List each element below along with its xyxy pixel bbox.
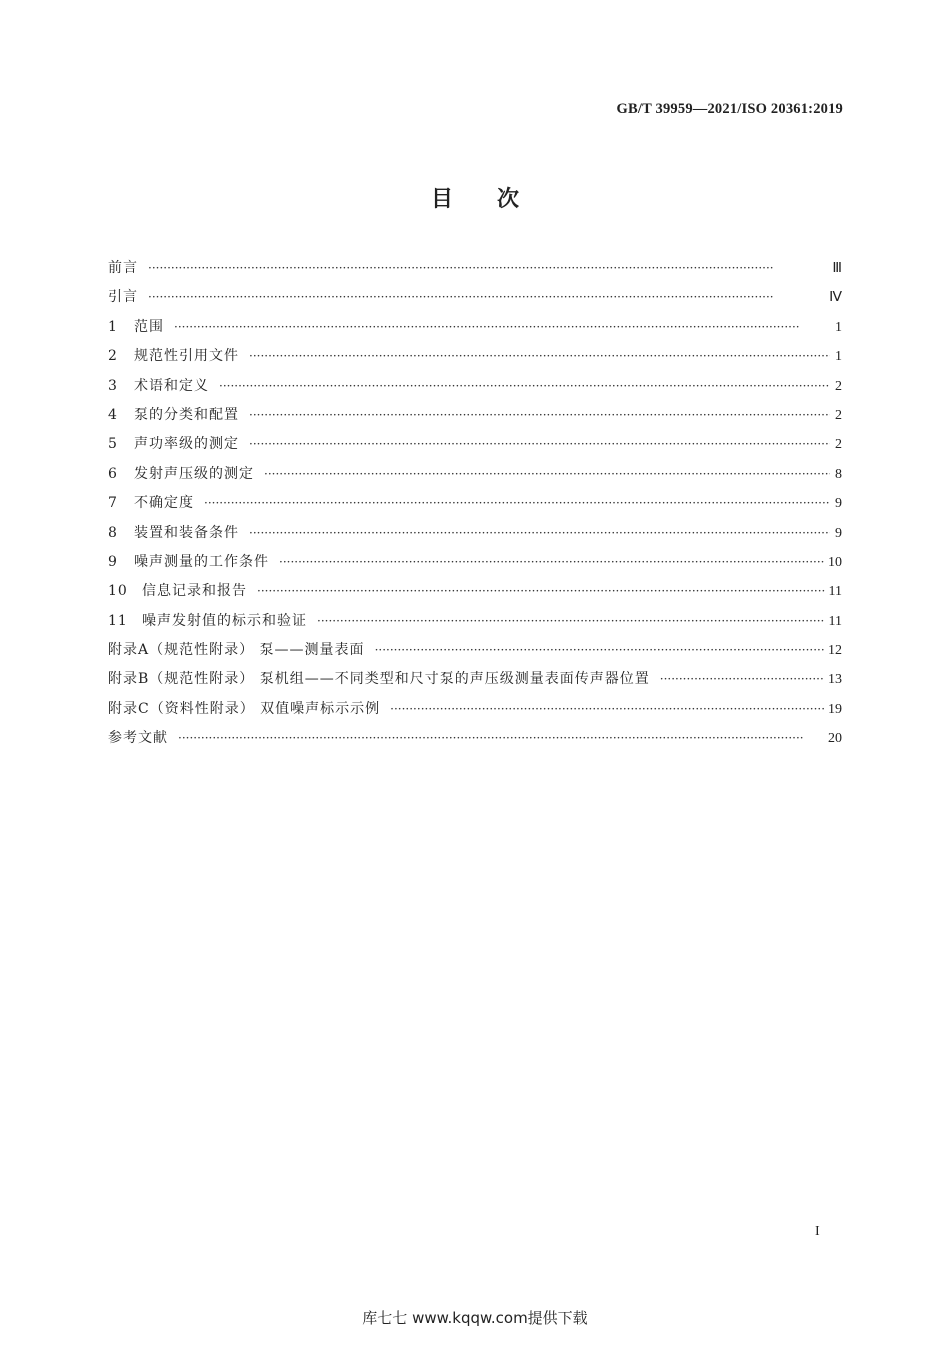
- page-number: I: [815, 1224, 820, 1239]
- toc-entry-label: 术语和定义: [134, 377, 209, 394]
- toc-entry[interactable]: [108, 639, 842, 668]
- toc-entry-label: 泵的分类和配置: [134, 406, 239, 423]
- toc-entry-label: 附录C（资料性附录） 双值噪声标示示例: [108, 700, 381, 717]
- toc-entry[interactable]: [108, 375, 842, 404]
- toc-entry-number: 8: [108, 524, 118, 541]
- toc-entry-number: 1: [108, 318, 118, 335]
- toc-entry-label: 附录A（规范性附录） 泵——测量表面: [108, 642, 365, 659]
- toc-entry-page: 20: [828, 731, 842, 747]
- toc-entry-label: 范围: [134, 318, 164, 335]
- toc-entry-label: 前言: [108, 260, 138, 276]
- toc-leader-dots: [264, 467, 830, 481]
- toc-entry-page: 1: [835, 319, 842, 335]
- toc-entry-label: 规范性引用文件: [134, 348, 239, 365]
- toc-entry[interactable]: [108, 433, 842, 462]
- toc-entry-page: Ⅲ: [832, 261, 842, 276]
- toc-entry[interactable]: [108, 580, 842, 609]
- toc-leader-dots: [317, 614, 825, 628]
- toc-entry[interactable]: [108, 668, 842, 697]
- toc-entry-number: 5: [108, 436, 118, 453]
- toc-entry[interactable]: [108, 463, 842, 492]
- toc-entry[interactable]: [108, 286, 842, 315]
- toc-entry-number: 9: [108, 553, 118, 570]
- toc-leader-dots: [249, 526, 830, 540]
- toc-entry-label: 装置和装备条件: [134, 524, 239, 541]
- toc-entry-label: 发射声压级的测定: [134, 465, 254, 482]
- toc-entry-page: 2: [835, 378, 842, 394]
- toc-entry[interactable]: [108, 522, 842, 551]
- toc-leader-dots: [249, 437, 830, 451]
- toc-entry-page: 9: [835, 525, 842, 541]
- toc-entry[interactable]: [108, 404, 842, 433]
- toc-leader-dots: [279, 555, 824, 569]
- toc-entry[interactable]: [108, 551, 842, 580]
- standard-code: GB/T 39959—2021/ISO 20361:2019: [616, 101, 843, 117]
- toc-entry-number: 7: [108, 495, 118, 512]
- toc-entry-number: 4: [108, 406, 118, 423]
- toc-entry-page: 8: [835, 466, 842, 482]
- toc-entry-number: 11: [108, 612, 128, 629]
- toc-entry-label: 附录B（规范性附录） 泵机组——不同类型和尺寸泵的声压级测量表面传声器位置: [108, 671, 650, 688]
- toc-entry-label: 参考文献: [108, 730, 168, 747]
- toc-entry-label: 噪声发射值的标示和验证: [142, 612, 307, 629]
- toc-leader-dots: [375, 643, 824, 657]
- toc-entry-page: 2: [835, 407, 842, 423]
- toc-leader-dots: [148, 261, 828, 275]
- page-title: 目次: [430, 187, 563, 212]
- toc-leader-dots: [204, 496, 830, 510]
- toc-leader-dots: [390, 702, 824, 716]
- toc-entry[interactable]: [108, 316, 842, 345]
- toc-leader-dots: [257, 584, 825, 598]
- toc-entry-label: 声功率级的测定: [134, 436, 239, 453]
- toc-entry-label: 引言: [108, 289, 138, 306]
- toc-entry[interactable]: [108, 345, 842, 374]
- toc-entry[interactable]: [108, 727, 842, 756]
- toc-entry-number: 3: [108, 377, 118, 394]
- toc-entry-page: 11: [828, 584, 842, 600]
- toc-entry-page: 13: [828, 672, 842, 688]
- toc-leader-dots: [249, 349, 830, 363]
- toc-entry-page: 19: [828, 701, 842, 717]
- toc-leader-dots: [174, 320, 830, 334]
- toc-leader-dots: [178, 731, 824, 745]
- toc-entry[interactable]: [108, 610, 842, 639]
- toc-entry-page: 9: [835, 496, 842, 512]
- footer-note: 库七七 www.kqqw.com提供下载: [362, 1309, 588, 1327]
- toc-entry-label: 不确定度: [134, 495, 194, 512]
- table-of-contents: [108, 257, 842, 757]
- toc-entry-label: 信息记录和报告: [142, 583, 247, 600]
- toc-entry[interactable]: [108, 257, 842, 286]
- toc-entry-page: Ⅳ: [829, 290, 842, 306]
- toc-entry-number: 6: [108, 465, 118, 482]
- toc-entry-page: 2: [835, 437, 842, 453]
- toc-leader-dots: [148, 290, 825, 304]
- toc-entry-page: 11: [828, 613, 842, 629]
- toc-leader-dots: [660, 672, 824, 686]
- toc-entry-page: 10: [828, 554, 842, 570]
- toc-entry-number: 2: [108, 348, 118, 365]
- toc-entry[interactable]: [108, 698, 842, 727]
- toc-entry[interactable]: [108, 492, 842, 521]
- toc-entry-page: 1: [835, 349, 842, 365]
- toc-entry-number: 10: [108, 583, 128, 600]
- toc-leader-dots: [249, 408, 830, 422]
- toc-entry-page: 12: [828, 643, 842, 659]
- toc-entry-label: 噪声测量的工作条件: [134, 553, 269, 570]
- toc-leader-dots: [219, 379, 830, 393]
